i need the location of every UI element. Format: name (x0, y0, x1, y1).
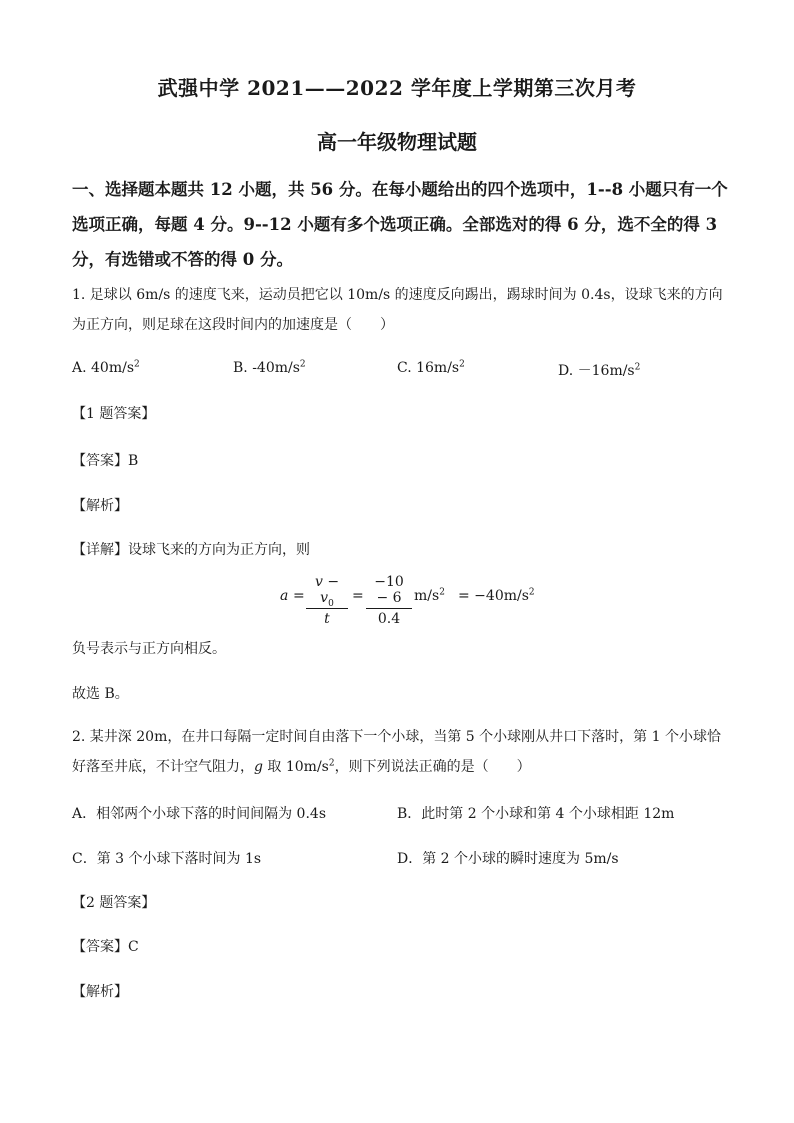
q2-analysis-label: 【解析】 (72, 984, 128, 1000)
q2-answer-heading: 【2 题答案】 (72, 895, 156, 911)
exam-subtitle: 高一年级物理试题 (317, 130, 477, 154)
q1-answer-heading: 【1 题答案】 (72, 406, 156, 422)
q1-option-c: C. $16m/s^2$ (397, 359, 465, 376)
q2-option-d: D．第 2 个小球的瞬时速度为 5m/s (397, 851, 619, 867)
q1-analysis-label: 【解析】 (72, 498, 128, 514)
q2-option-c: C．第 3 个小球下落时间为 1s (72, 851, 262, 867)
q1-detail: 【详解】设球飞来的方向为正方向，则 (72, 542, 310, 558)
q2-option-a: A．相邻两个小球下落的时间间隔为 0.4s (72, 806, 327, 822)
section-instructions: 一、选择题本题共 12 小题，共 56 分。在每小题给出的四个选项中，1--8 小题只有一个选项正确，每题 4 分。9--12 小题有多个选项正确。全部选对的得 6 分，选不全的得 3 分，有选错或不答的得 0 分。 (72, 180, 728, 269)
q1-conclusion: 故选 B。 (72, 686, 129, 702)
q1-answer: 【答案】B (72, 453, 139, 469)
formula-lhs: a (280, 588, 289, 604)
question-2-stem: 2. 某井深 20m，在井口每隔一定时间自由落下一个小球，当第 5 个小球刚从井口下落时，第 1 个小球恰好落至井底，不计空气阻力，g 取 $10m/s^2$，则下列说法正确的是（ ） (72, 729, 721, 775)
formula-equals: = (293, 588, 305, 604)
q1-note: 负号表示与正方向相反。 (72, 641, 226, 657)
formula-equals-2: = (352, 588, 364, 604)
q1-formula (280, 574, 540, 627)
q2-option-b: B．此时第 2 个小球和第 4 个小球相距 12m (397, 806, 675, 822)
question-1-stem: 1. 足球以 6m/s 的速度飞来，运动员把它以 10m/s 的速度反向踢出，踢球时间为 0.4s，设球飞来的方向为正方向，则足球在这段时间内的加速度是（ ） (72, 287, 723, 333)
formula-result: = $-40m/s^2$ (458, 587, 535, 604)
formula-unit: $m/s^2$ (414, 587, 445, 604)
q1-option-d: D. $-16m/s^2$ (558, 362, 641, 379)
formula-fraction-numeric: −10 − 6 0.4 (366, 574, 412, 627)
q1-option-a: A. $40m/s^2$ (72, 359, 140, 376)
formula-fraction-symbolic: $v - v_0$ t (306, 574, 348, 627)
q1-option-b: B. $-40m/s^2$ (233, 359, 306, 376)
exam-title: 武强中学 2021——2022 学年度上学期第三次月考 (157, 76, 637, 100)
q2-answer: 【答案】C (72, 939, 139, 955)
